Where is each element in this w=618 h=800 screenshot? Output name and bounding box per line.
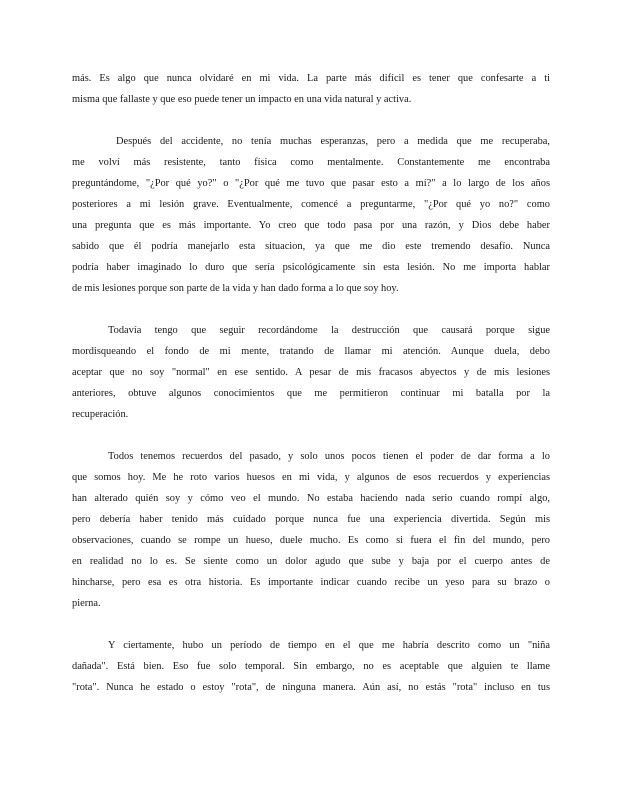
text-line: Todos tenemos recuerdos del pasado, y solo unos pocos tienen el poder de dar forma a lo <box>108 451 550 462</box>
text-line: una pregunta que es más importante. Yo creo que todo pasa por una razón, y Dios debe haber <box>72 220 550 231</box>
text-line: observaciones, cuando se rompe un hueso, duele mucho. Es como si fuera el fin del mundo, pero <box>72 535 550 546</box>
text-line: posteriores a mi lesión grave. Eventualmente, comencé a preguntarme, "¿Por qué yo no?" como <box>72 199 550 210</box>
text-line: hincharse, pero esa es otra historia. Es importante indicar cuando recibe un yeso para su brazo o <box>72 577 550 588</box>
paragraph-3 <box>72 320 550 425</box>
paragraph-gap <box>72 425 550 446</box>
text-line: me volví más resistente, tanto física como mentalmente. Constantemente me encontraba <box>72 157 550 168</box>
paragraph-4 <box>72 446 550 614</box>
paragraph-gap <box>72 299 550 320</box>
paragraph-1 <box>72 68 550 110</box>
text-line: podría haber imaginado lo duro que sería psicológicamente sin esta lesión. No me importa hablar <box>72 262 550 273</box>
text-line: mordisqueando el fondo de mi mente, tratando de llamar mi atención. Aunque duela, debo <box>72 346 550 357</box>
paragraph-gap <box>72 614 550 635</box>
text-line: en realidad no lo es. Se siente como un dolor agudo que sube y baja por el cuerpo antes de <box>72 556 550 567</box>
paragraph-gap <box>72 110 550 131</box>
text-line: misma que fallaste y que eso puede tener un impacto en una vida natural y activa. <box>72 94 412 105</box>
text-line: Después del accidente, no tenía muchas esperanzas, pero a medida que me recuperaba, <box>116 136 550 147</box>
body-text <box>72 68 550 698</box>
text-line: sabido que él podría manejarlo esta situacion, ya que me dio este tremendo desafío. Nunca <box>72 241 550 252</box>
text-line: han alterado quién soy y cómo veo el mundo. No estaba haciendo nada serio cuando rompí algo, <box>72 493 550 504</box>
text-line: de mis lesiones porque son parte de la vida y han dado forma a lo que soy hoy. <box>72 283 399 294</box>
text-line: recuperación. <box>72 409 129 420</box>
text-line: pero debería haber tenido más cuidado porque nunca fue una experiencia divertida. Según mis <box>72 514 550 525</box>
text-line: Todavía tengo que seguir recordándome la destrucción que causará porque sigue <box>108 325 550 336</box>
text-line: que somos hoy. Me he roto varios huesos en mi vida, y algunos de esos recuerdos y experiencias <box>72 472 550 483</box>
paragraph-5 <box>72 635 550 698</box>
text-line: anteriores, obtuve algunos conocimientos que me permitieron continuar mi batalla por la <box>72 388 550 399</box>
text-line: más. Es algo que nunca olvidaré en mi vida. La parte más difícil es tener que confesarte a ti <box>72 73 550 84</box>
text-line: aceptar que no soy "normal" en ese sentido. A pesar de mis fracasos abyectos y de mis lesiones <box>72 367 550 378</box>
paragraph-2 <box>72 131 550 299</box>
text-line: "rota". Nunca he estado o estoy "rota", de ninguna manera. Aún así, no estás "rota" incluso en tus <box>72 682 550 693</box>
text-line: dañada". Está bien. Eso fue solo temporal. Sin embargo, no es aceptable que alguien te llame <box>72 661 550 672</box>
text-line: Y ciertamente, hubo un período de tiempo en el que me habría descrito como un "niña <box>108 640 550 651</box>
text-line: preguntándome, "¿Por qué yo?" o "¿Por qué me tuvo que pasar esto a mí?" a lo largo de los años <box>72 178 550 189</box>
text-line: pierna. <box>72 598 101 609</box>
